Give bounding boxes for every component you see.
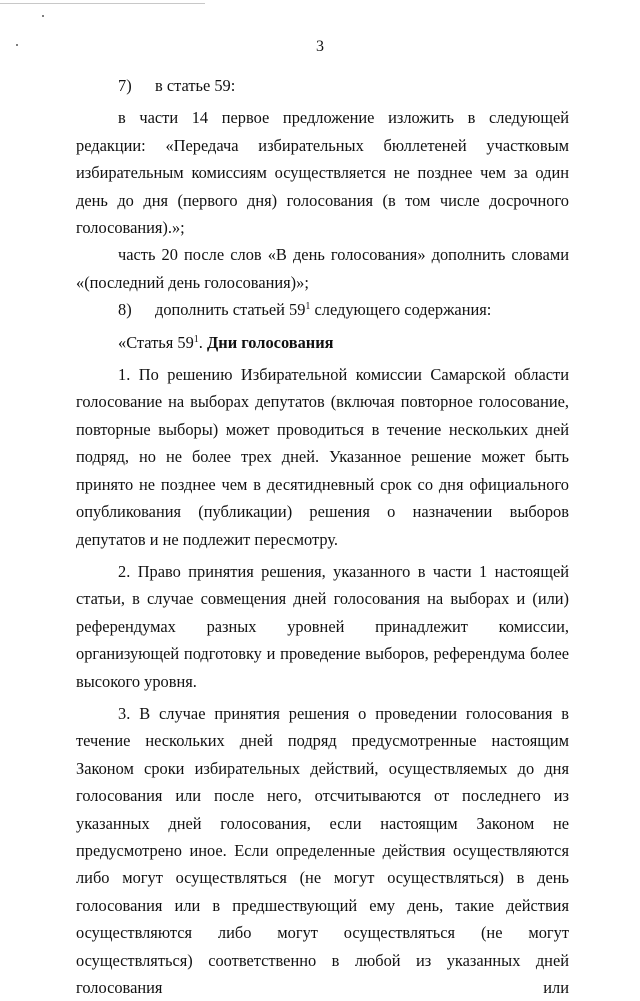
clause-3: 3. В случае принятия решения о проведении голосования в течение нескольких дней подряд предусмотренные настоящим Законом сроки избирательных действий, осуществляемых до дня голосования или после него, отсчитываются от последнего из указанных дней голосования, если настоящим Законом не предусмотрено иное. Если определенные действия осуществляются либо могут осуществляться (не могут осуществляться) в день голосования или в предшествующий ему день, такие действия осуществляются либо могут осуществляться (не могут осуществляться) соответственно в любой из указанных дней голосования или: [76, 703, 569, 997]
document-body: [76, 72, 569, 1001]
article-label: «Статья 59: [118, 332, 194, 352]
paragraph-part-14: в части 14 первое предложение изложить в следующей редакции: «Передача избирательных бюллетеней участковым избирательным комиссиям осуществляется не позднее чем за один день до дня (первого дня) голосования (в том числе досрочного голосования).»;: [76, 108, 569, 238]
scan-speck: [42, 15, 44, 17]
superscript: 1: [305, 301, 311, 313]
list-item-text-tail: следующего содержания:: [310, 300, 492, 320]
list-item-number: 7): [118, 76, 132, 95]
article-dot: .: [198, 332, 207, 352]
clause-1: 1. По решению Избирательной комиссии Самарской области голосование на выборах депутатов (включая повторное голосование, повторные выборы) может проводиться в течение нескольких дней подряд, но не более трех дней. Указанное решение может быть принято не позднее чем в десятидневный срок со дня официального опубликования (публикации) решения о назначении выборов депутатов и не подлежит пересмотру.: [76, 365, 569, 549]
list-item-text: в статье 59:: [155, 76, 236, 95]
list-item-7: [76, 72, 569, 99]
list-item-text: дополнить статьей 59: [155, 300, 306, 320]
scan-edge-line: [0, 3, 205, 4]
clause-2: 2. Право принятия решения, указанного в части 1 настоящей статьи, в случае совмещения дней голосования на выборах и (или) референдумах разных уровней принадлежит комиссии, организующей подготовку и проведение выборов, референдума более высокого уровня.: [76, 561, 569, 691]
list-item-8: [76, 296, 569, 323]
article-heading: [76, 329, 569, 356]
article-title: Дни голосования: [207, 332, 334, 352]
superscript: 1: [193, 333, 199, 345]
page-number: 3: [316, 38, 324, 55]
paragraph-part-20: часть 20 после слов «В день голосования» дополнить словами «(последний день голосования)»;: [76, 245, 569, 292]
list-item-number: 8): [118, 300, 132, 320]
